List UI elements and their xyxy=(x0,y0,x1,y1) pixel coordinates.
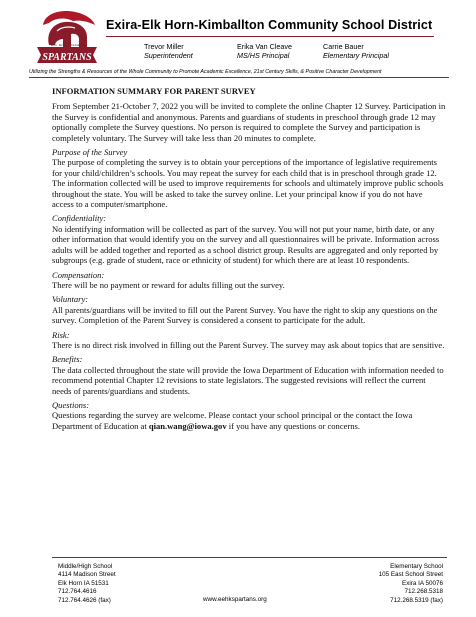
section-heading: Compensation: xyxy=(52,269,105,280)
benefits-section xyxy=(52,354,446,396)
school-name: Elementary School xyxy=(390,563,443,570)
footer-middle-high-school xyxy=(58,563,116,605)
staff-role: Elementary Principal xyxy=(323,51,389,60)
section-text: No identifying information will be collected as part of the survey. You will not put your name, birth date, or any other information that would identify you on the survey and all questionnaires will be private. Information across adults will be added together and reported as a school district group. Results are aggregated and only reported by subgroups (e.g. grade of student, race or ethnicity of student) for which there are at least 10 respondents. xyxy=(52,223,440,266)
confidentiality-section xyxy=(52,213,446,265)
school-phone: 712.764.4616 xyxy=(58,588,97,596)
tagline-divider xyxy=(29,77,449,78)
school-phone: 712.268.5318 xyxy=(404,588,443,596)
section-heading: Benefits: xyxy=(52,354,83,365)
tagline: Utilizing the Strengths & Resources of the Whole Community to Promote Academic Excellence, 21st Century Skills, & Positive Character Development xyxy=(29,69,382,75)
section-heading: Risk: xyxy=(52,329,70,340)
staff-elementary-principal xyxy=(323,42,389,60)
school-fax: 712.764.4626 (fax) xyxy=(58,596,111,604)
purpose-section xyxy=(52,147,446,209)
document-body xyxy=(52,86,446,435)
staff-name: Carrie Bauer xyxy=(323,42,364,51)
section-heading: Voluntary: xyxy=(52,294,89,305)
school-city: Exira IA 50076 xyxy=(402,579,443,587)
section-text: There is no direct risk involved in filling out the Parent Survey. The survey may ask about topics that are sensitive. xyxy=(52,339,445,350)
header-divider xyxy=(106,36,434,37)
section-text: The data collected throughout the state will provide the Iowa Department of Education with information needed to recommend potential Chapter 12 revisions to state legislators. The suggested revisions will reflect the current needs of parents/guardians and students. xyxy=(52,364,444,396)
school-city: Elk Horn IA 51531 xyxy=(58,579,109,587)
staff-name: Erika Van Cleave xyxy=(237,42,292,51)
voluntary-section xyxy=(52,294,446,325)
school-fax: 712.268.5319 (fax) xyxy=(390,596,443,604)
school-name: Middle/High School xyxy=(58,563,113,570)
section-text: All parents/guardians will be invited to fill out the Parent Survey. You have the right to skip any questions on the survey. Completion of the Parent Survey is considered a consent to participate for the adult. xyxy=(52,304,438,326)
compensation-section xyxy=(52,270,446,291)
document-title: INFORMATION SUMMARY FOR PARENT SURVEY xyxy=(52,86,256,96)
staff-role: Superintendent xyxy=(144,51,193,60)
logo-wordmark: SPARTANS xyxy=(42,52,92,63)
section-text-before: Questions regarding the survey are welcome. Please contact your school principal or the contact the Iowa Department of Education at xyxy=(52,410,413,431)
section-heading: Purpose of the Survey xyxy=(52,147,128,158)
section-text-after: if you have any questions or concerns. xyxy=(226,420,360,431)
staff-role: MS/HS Principal xyxy=(237,51,290,60)
section-text: There will be no payment or reward for adults filling out the survey. xyxy=(52,279,285,290)
risk-section xyxy=(52,330,446,351)
footer-elementary-school xyxy=(379,563,443,605)
staff-ms-hs-principal xyxy=(237,42,292,60)
footer-divider xyxy=(52,557,447,558)
section-heading: Confidentiality: xyxy=(52,213,107,224)
section-heading: Questions: xyxy=(52,399,90,410)
spartans-helmet-logo xyxy=(35,9,99,65)
school-street: 105 East School Street xyxy=(378,571,443,579)
section-text: The purpose of completing the survey is to obtain your perceptions of the importance of legislative requirements for your child/children’s schools. You may repeat the survey for each child that is in preschool through grade 12. The information collected will be used to improve requirements for schools and ultimately improve public schools throughout the state. You will be asked to take the survey online. Let your principal know if you do not have access to a computer/smartphone. xyxy=(52,157,444,210)
school-street: 4114 Madison Street xyxy=(58,571,116,579)
questions-section xyxy=(52,400,446,431)
website-link[interactable]: www.eehkspartans.org xyxy=(203,596,267,603)
staff-superintendent xyxy=(144,42,193,60)
logo-subtext: Exira · Elk Horn · Kimballton xyxy=(50,44,84,47)
contact-email-link[interactable]: qian.wang@iowa.gov xyxy=(148,420,227,431)
staff-name: Trevor Miller xyxy=(144,42,184,51)
intro-paragraph: From September 21-October 7, 2022 you will be invited to complete the online Chapter 12 Survey. Participation in the Survey is confidential and anonymous. Parents and guardians of students in preschool through grade 12 may optionally complete the Survey questions. No person is required to complete the Survey and participation is completely voluntary. The Survey will take less than 20 minutes to complete. xyxy=(52,101,446,143)
district-name: Exira-Elk Horn-Kimballton Community School District xyxy=(106,18,433,32)
